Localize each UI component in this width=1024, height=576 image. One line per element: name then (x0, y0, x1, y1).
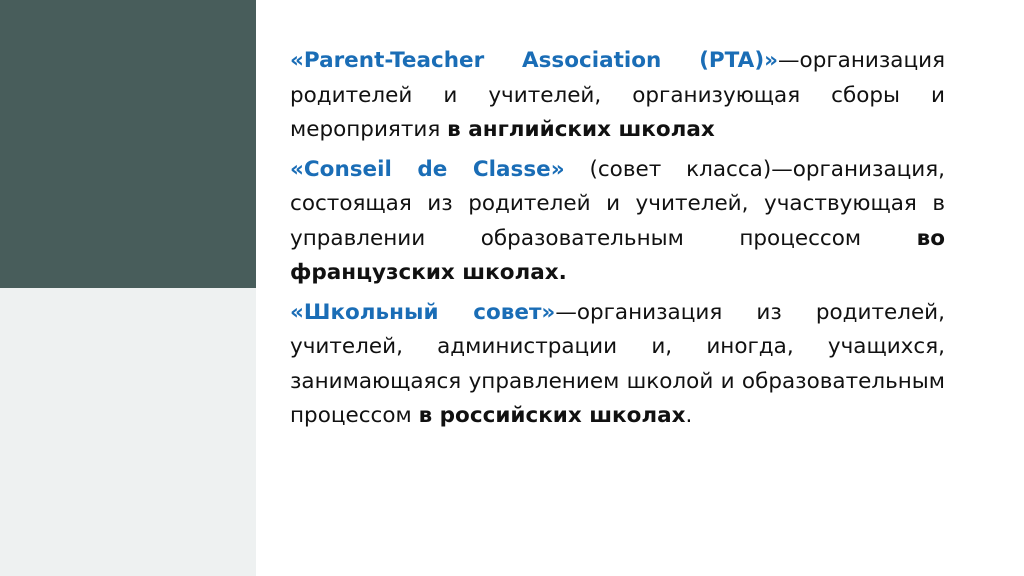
term-pta: «Parent-Teacher Association (PTA)» (290, 48, 779, 73)
paragraph-text: —организация из родителей, учителей, администрации и, иногда, учащихся, занимающаяся управлением школой и образовательным процессом (290, 299, 945, 428)
paragraph-conseil (290, 153, 945, 291)
sidebar-light-panel (0, 288, 256, 576)
paragraph-pta (290, 44, 945, 148)
slide-content (290, 44, 945, 439)
emphasis-russian-schools: в российских школах (418, 403, 686, 428)
paragraph-tail: . (685, 403, 693, 428)
sidebar-dark-panel (0, 0, 256, 288)
emphasis-english-schools: в английских школах (447, 117, 715, 142)
paragraph-school-council (290, 296, 945, 434)
term-conseil-de-classe: «Conseil de Classe» (290, 156, 565, 182)
paragraph-text: —организация родителей и учителей, организующая сборы и мероприятия (290, 48, 945, 142)
term-school-council: «Школьный совет» (290, 299, 556, 325)
emphasis-french-schools: во французских школах. (290, 225, 945, 285)
paragraph-text: (совет класса)—организация, состоящая из родителей и учителей, участвующая в управлении образовательным процессом (290, 156, 945, 251)
